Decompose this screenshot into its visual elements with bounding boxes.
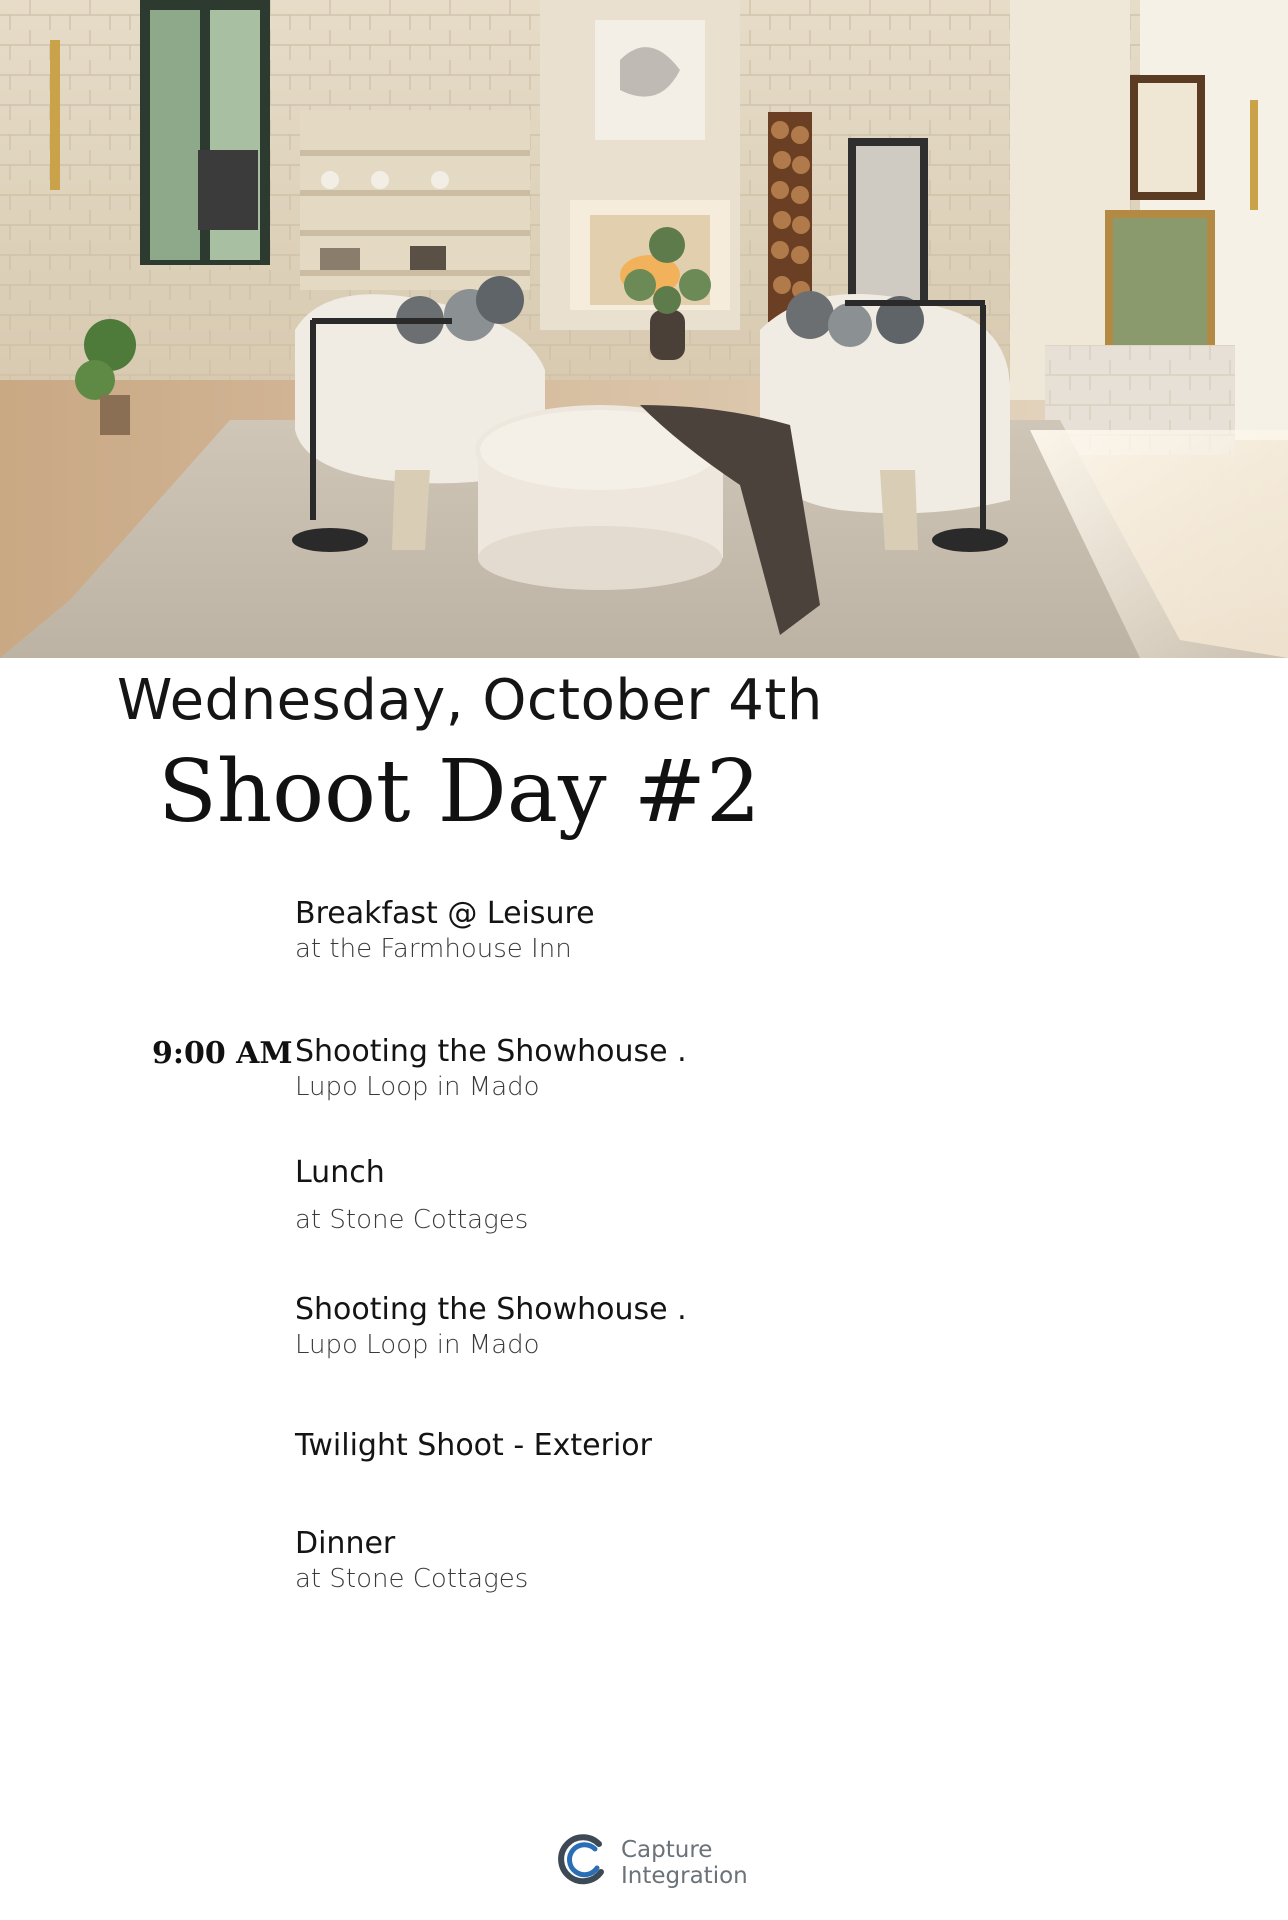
logo-line-1: Capture bbox=[621, 1836, 713, 1863]
event-title: Twilight Shoot - Exterior bbox=[295, 1428, 652, 1463]
event-location: at Stone Cottages bbox=[295, 1205, 529, 1235]
hero-photo-living-room bbox=[0, 0, 1288, 658]
event-title: Lunch bbox=[295, 1155, 385, 1190]
schedule-item bbox=[295, 1526, 995, 1596]
schedule-item bbox=[295, 896, 995, 966]
schedule-item bbox=[295, 1292, 995, 1362]
event-location: at the Farmhouse Inn bbox=[295, 934, 572, 964]
event-title: Shooting the Showhouse . bbox=[295, 1292, 687, 1327]
page-title: Shoot Day #2 bbox=[158, 742, 761, 842]
schedule-item bbox=[295, 1034, 995, 1104]
event-title: Dinner bbox=[295, 1526, 396, 1561]
schedule-item bbox=[295, 1155, 995, 1237]
schedule-item bbox=[295, 1428, 995, 1464]
capture-integration-logo bbox=[555, 1832, 748, 1893]
event-title: Shooting the Showhouse . bbox=[295, 1034, 687, 1069]
capture-integration-logo-icon bbox=[555, 1832, 611, 1893]
date-heading: Wednesday, October 4th bbox=[117, 668, 823, 733]
event-time: 9:00 AM bbox=[152, 1036, 293, 1071]
logo-line-2: Integration bbox=[621, 1862, 748, 1889]
event-location: Lupo Loop in Mado bbox=[295, 1072, 540, 1102]
event-title: Breakfast @ Leisure bbox=[295, 896, 595, 931]
event-location: Lupo Loop in Mado bbox=[295, 1330, 540, 1360]
event-location: at Stone Cottages bbox=[295, 1564, 529, 1594]
